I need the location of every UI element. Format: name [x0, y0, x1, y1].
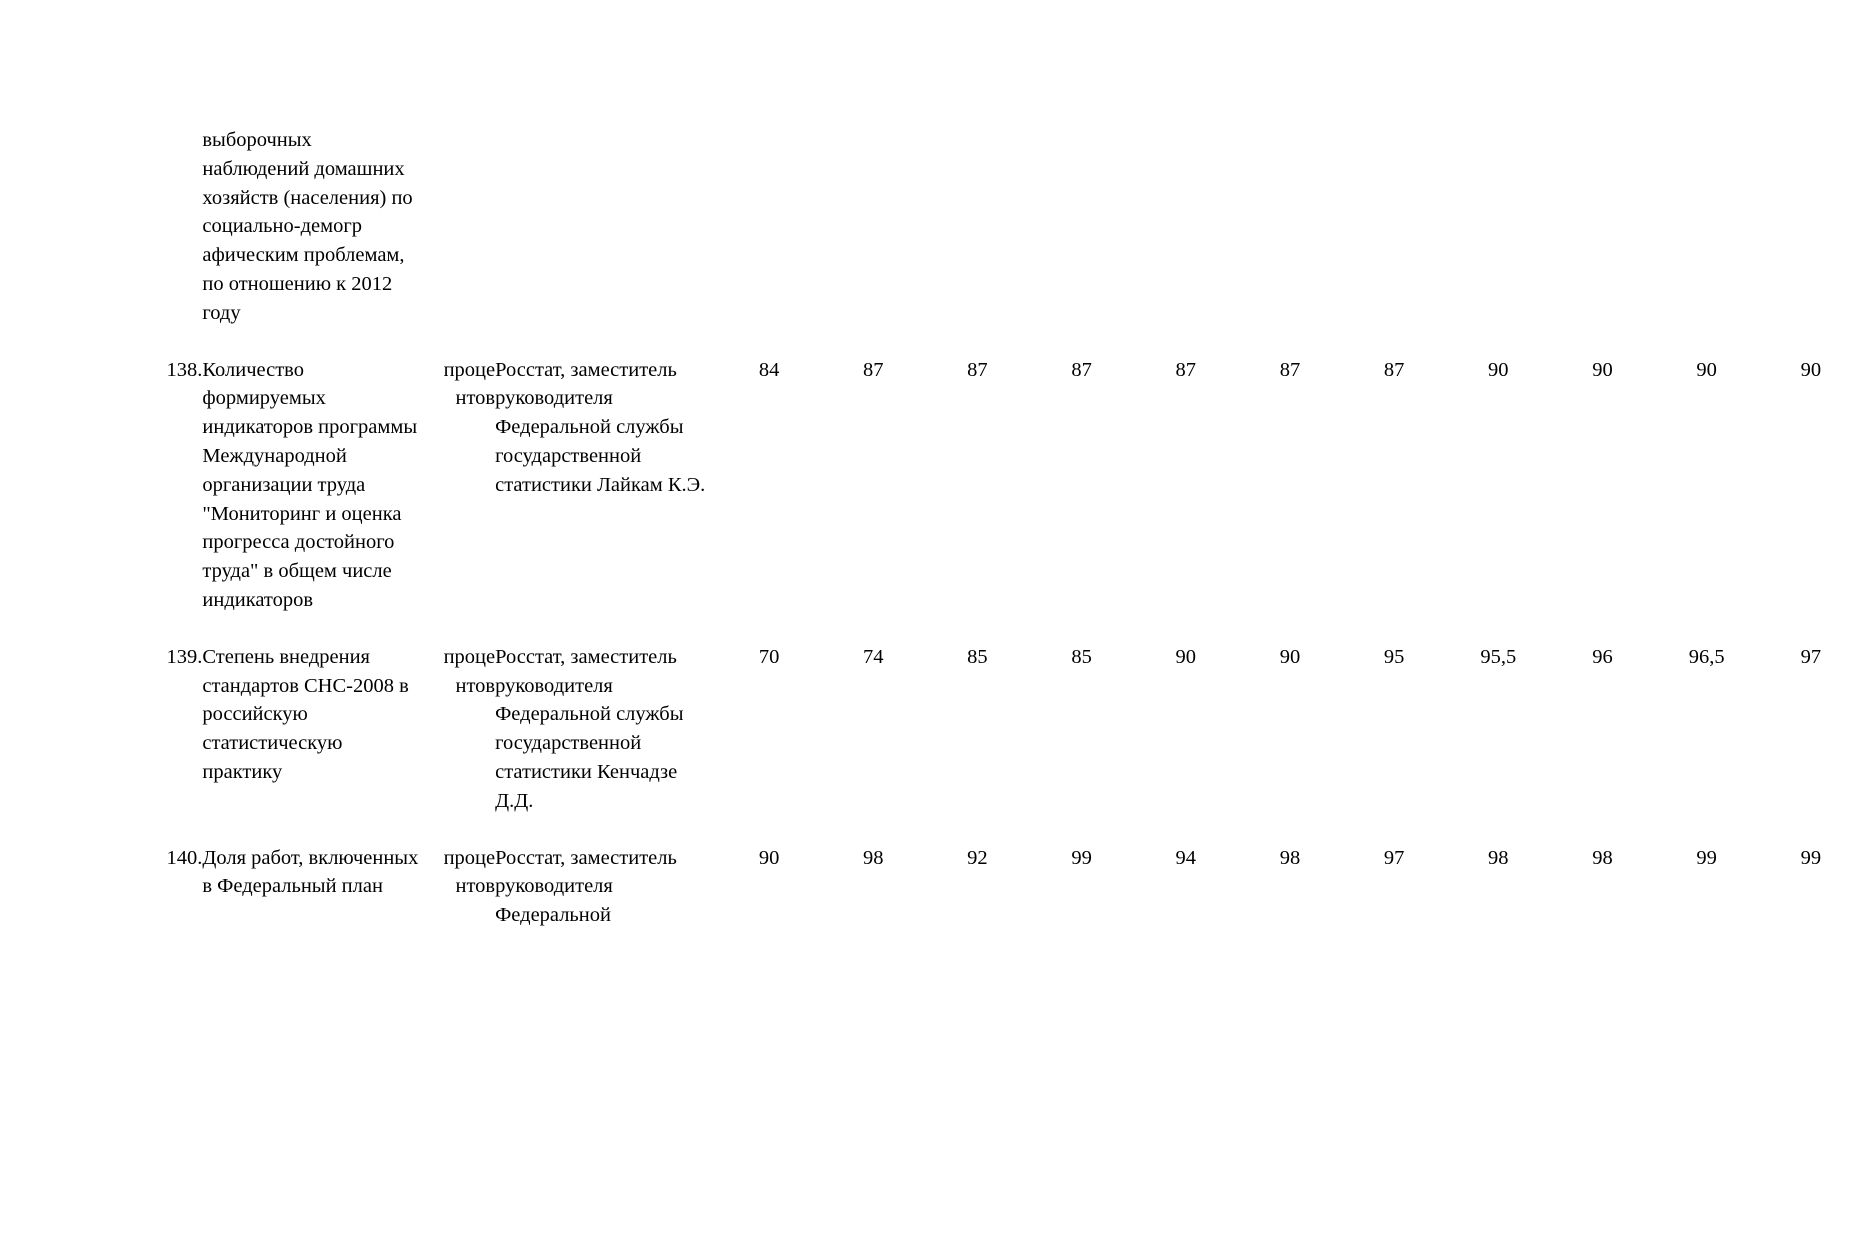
row-value [1342, 126, 1446, 328]
row-value [925, 126, 1029, 328]
row-value [1759, 126, 1863, 328]
row-value: 87 [1383, 358, 1405, 381]
row-value: 97 [1383, 846, 1405, 869]
indicators-table [143, 126, 1863, 930]
row-spacer [143, 328, 1863, 356]
row-value: 98 [1488, 846, 1509, 869]
table-row [143, 126, 1863, 328]
row-indicator-name: выборочных наблюдений домашних хозяйств (населения) по социально-демогр афическим проблемам, по отношению к 2012 году [202, 129, 413, 324]
row-value: 98 [863, 846, 884, 869]
row-value: 99 [1071, 846, 1092, 869]
row-value: 95,5 [1480, 645, 1517, 668]
row-spacer [143, 816, 1863, 844]
row-value [1446, 126, 1550, 328]
row-value [1550, 126, 1654, 328]
row-value: 97 [1800, 645, 1822, 668]
row-value: 84 [758, 358, 780, 381]
row-value [821, 126, 925, 328]
row-value: 74 [863, 645, 884, 668]
row-value: 98 [1279, 846, 1301, 869]
row-value: 96,5 [1688, 645, 1725, 668]
row-value [1030, 126, 1134, 328]
row-value: 90 [758, 846, 780, 869]
row-number: 139. [166, 645, 203, 668]
row-unit: проце нтов [443, 358, 496, 410]
row-value: 85 [1071, 645, 1092, 668]
row-number: 138. [166, 358, 203, 381]
row-value: 87 [1071, 358, 1092, 381]
row-value: 90 [1488, 358, 1509, 381]
row-value: 90 [1800, 358, 1822, 381]
row-number [143, 126, 202, 328]
row-value: 70 [758, 645, 780, 668]
row-value: 90 [1696, 358, 1717, 381]
row-value: 87 [967, 358, 988, 381]
row-value: 92 [967, 846, 988, 869]
row-unit [419, 126, 495, 328]
row-indicator-name: Количество формируемых индикаторов программы Международной организации труда "Мониторинг и оценка прогресса достойного труда" в общем числе индикаторов [202, 358, 418, 611]
row-value: 87 [1279, 358, 1301, 381]
row-value: 90 [1175, 645, 1197, 668]
row-indicator-name: Степень внедрения стандартов СНС-2008 в российскую статистическую практику [202, 645, 409, 783]
row-value: 95 [1383, 645, 1405, 668]
table-row [143, 844, 1863, 930]
row-value: 87 [863, 358, 884, 381]
row-value: 99 [1696, 846, 1717, 869]
row-value: 90 [1279, 645, 1301, 668]
row-value [1134, 126, 1238, 328]
row-responsible [495, 126, 717, 328]
row-value: 90 [1592, 358, 1613, 381]
table-row [143, 643, 1863, 816]
row-responsible: Росстат, заместитель руководителя Федеральной службы государственной статистики Кенчадзе Д.Д. [495, 645, 684, 812]
row-value: 85 [967, 645, 988, 668]
row-value [1238, 126, 1342, 328]
row-number: 140. [166, 846, 203, 869]
row-indicator-name: Доля работ, включенных в Федеральный план [202, 846, 419, 898]
row-unit: проце нтов [443, 846, 496, 898]
row-value: 99 [1800, 846, 1822, 869]
row-unit: проце нтов [443, 645, 496, 697]
row-value: 98 [1592, 846, 1613, 869]
row-value: 96 [1592, 645, 1613, 668]
row-value [717, 126, 821, 328]
row-value: 94 [1175, 846, 1197, 869]
row-responsible: Росстат, заместитель руководителя Федеральной [495, 846, 677, 927]
row-spacer [143, 615, 1863, 643]
row-value: 87 [1175, 358, 1197, 381]
table-row [143, 356, 1863, 615]
row-responsible: Росстат, заместитель руководителя Федеральной службы государственной статистики Лайкам К.Э. [495, 358, 706, 496]
row-value [1655, 126, 1759, 328]
